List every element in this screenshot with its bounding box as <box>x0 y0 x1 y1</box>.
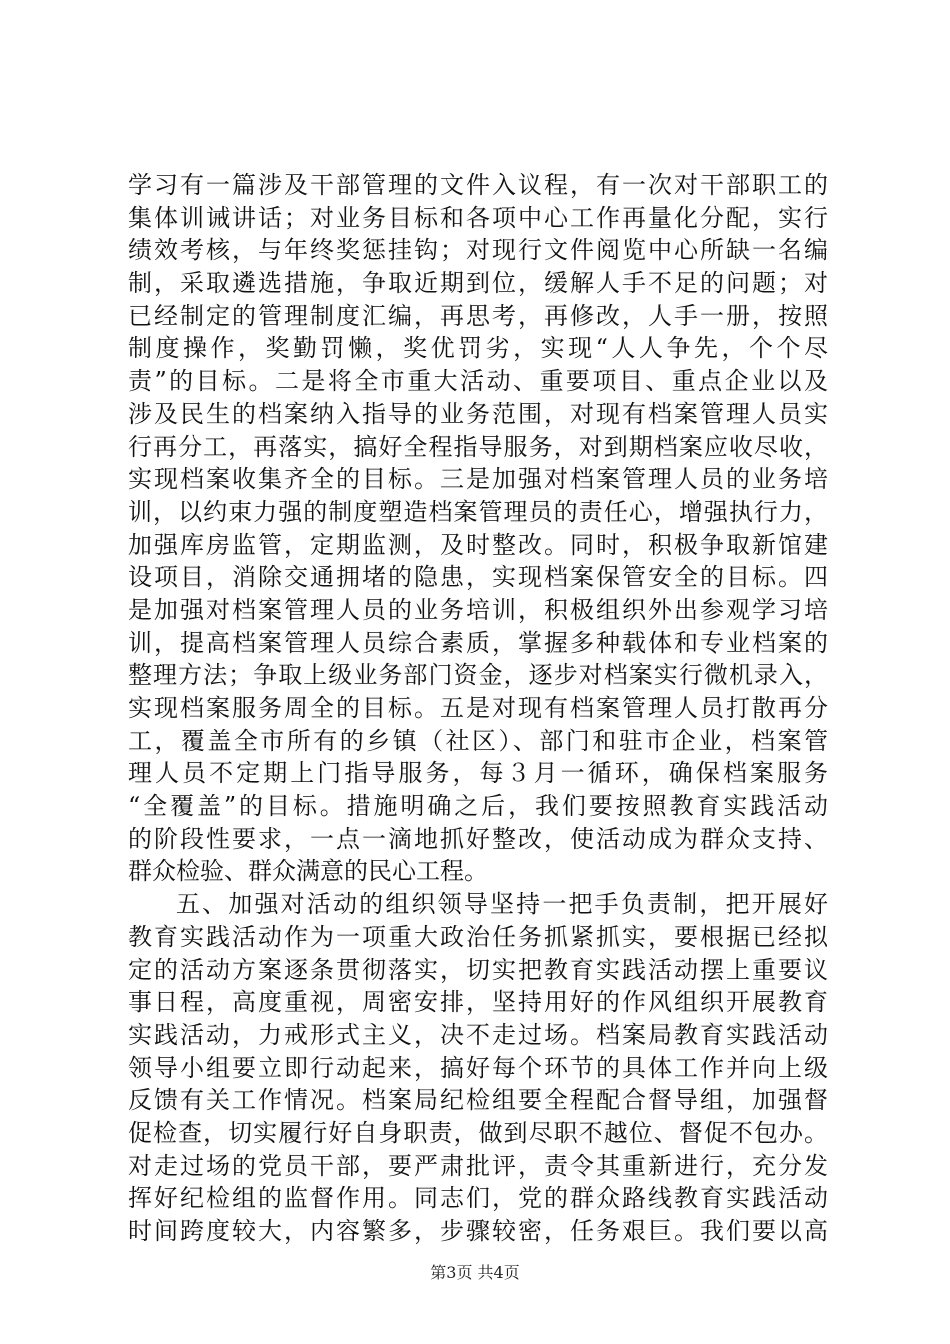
text-line: 设项目，消除交通拥堵的隐患，实现档案保管安全的目标。四 <box>128 563 828 592</box>
text-line: 定的活动方案逐条贯彻落实，切实把教育实践活动摆上重要议 <box>128 955 828 984</box>
text-line: 训，以约束力强的制度塑造档案管理员的责任心，增强执行力， <box>128 497 828 526</box>
text-line: 集体训诫讲话；对业务目标和各项中心工作再量化分配，实行 <box>128 203 828 232</box>
text-line: 领导小组要立即行动起来，搞好每个环节的具体工作并向上级 <box>128 1053 828 1082</box>
text-line: 行再分工，再落实，搞好全程指导服务，对到期档案应收尽收， <box>128 432 828 461</box>
page-footer <box>0 1263 950 1283</box>
text-line: 是加强对档案管理人员的业务培训，积极组织外出参观学习培 <box>128 595 828 624</box>
text-line: 教育实践活动作为一项重大政治任务抓紧抓实，要根据已经拟 <box>128 922 828 951</box>
text-line: 对走过场的党员干部，要严肃批评，责令其重新进行，充分发 <box>128 1151 828 1180</box>
text-line: 事日程，高度重视，周密安排，坚持用好的作风组织开展教育 <box>128 988 828 1017</box>
text-line: “全覆盖”的目标。措施明确之后，我们要按照教育实践活动 <box>128 792 828 821</box>
text-line: 时间跨度较大，内容繁多，步骤较密，任务艰巨。我们要以高 <box>128 1217 828 1245</box>
text-line: 促检查，切实履行好自身职责，做到尽职不越位、督促不包办。 <box>128 1118 828 1147</box>
text-line: 制度操作，奖勤罚懒，奖优罚劣，实现“人人争先，个个尽 <box>128 334 828 363</box>
text-line: 责”的目标。二是将全市重大活动、重要项目、重点企业以及 <box>128 367 828 396</box>
text-line: 实践活动，力戒形式主义，决不走过场。档案局教育实践活动 <box>128 1020 828 1049</box>
text-line: 涉及民生的档案纳入指导的业务范围，对现有档案管理人员实 <box>128 399 828 428</box>
text-line: 反馈有关工作情况。档案局纪检组要全程配合督导组，加强督 <box>128 1086 828 1115</box>
paragraph-end-line: 群众检验、群众满意的民心工程。 <box>128 857 488 886</box>
text-line: 挥好纪检组的监督作用。同志们，党的群众路线教育实践活动 <box>128 1184 828 1213</box>
text-line: 学习有一篇涉及干部管理的文件入议程，有一次对干部职工的 <box>128 171 828 199</box>
text-line: 实现档案收集齐全的目标。三是加强对档案管理人员的业务培 <box>128 465 828 494</box>
text-line: 整理方法；争取上级业务部门资金，逐步对档案实行微机录入， <box>128 661 828 690</box>
paragraph-start-line: 五、加强对活动的组织领导坚持一把手负责制，把开展好 <box>176 890 828 919</box>
text-line: 制，采取遴选措施，争取近期到位，缓解人手不足的问题；对 <box>128 269 828 298</box>
text-line: 工，覆盖全市所有的乡镇（社区）、部门和驻市企业，档案管 <box>128 726 828 755</box>
text-line: 已经制定的管理制度汇编，再思考，再修改，人手一册，按照 <box>128 301 828 330</box>
text-line: 的阶段性要求，一点一滴地抓好整改，使活动成为群众支持、 <box>128 824 828 853</box>
document-body <box>128 169 828 1248</box>
text-line: 实现档案服务周全的目标。五是对现有档案管理人员打散再分 <box>128 694 828 722</box>
text-line: 加强库房监管，定期监测，及时整改。同时，积极争取新馆建 <box>128 530 828 559</box>
text-line: 绩效考核，与年终奖惩挂钩；对现行文件阅览中心所缺一名编 <box>128 236 828 265</box>
text-line: 理人员不定期上门指导服务，每３月一循环，确保档案服务 <box>128 759 828 788</box>
page-number-label: 第3页 共4页 <box>430 1263 520 1282</box>
text-line: 训，提高档案管理人员综合素质，掌握多种载体和专业档案的 <box>128 628 828 657</box>
